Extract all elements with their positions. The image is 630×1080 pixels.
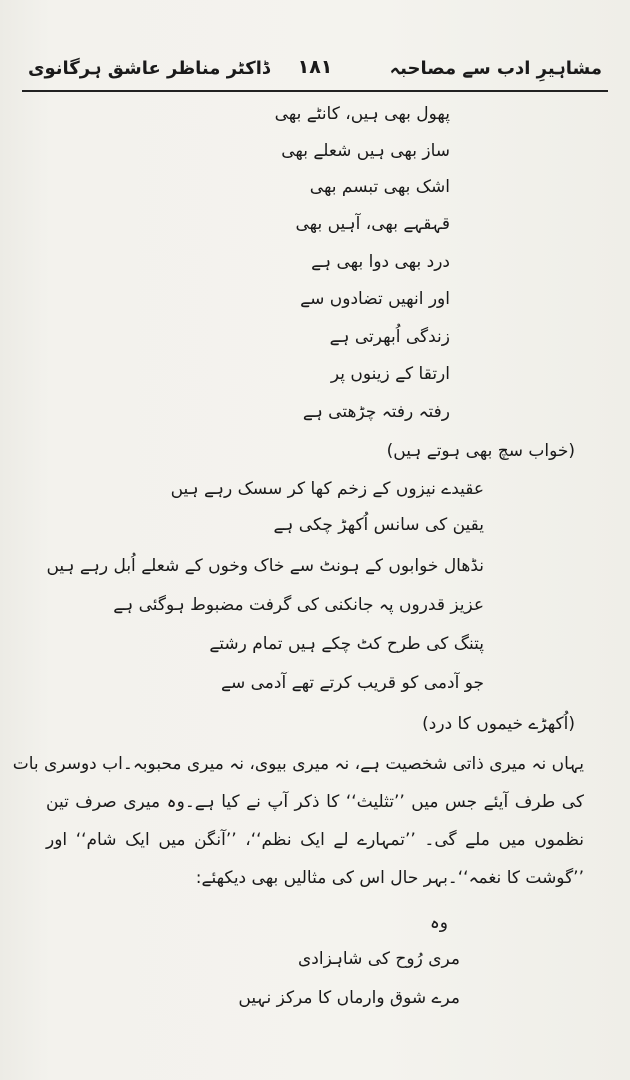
paragraph-line-2: کی طرف آیئے جس میں ’’تثلیث‘‘ کا ذکر آپ نے کیا ہے۔وہ میری صرف تین (46, 792, 584, 812)
poem2-line-6: جو آدمی کو قریب کرتے تھے آدمی سے (221, 673, 484, 693)
poem2-line-2: یقین کی سانس اُکھڑ چکی ہے (273, 515, 484, 535)
poem2-line-4: عزیز قدروں پہ جانکنی کی گرفت مضبوط ہوگئی ہے (113, 595, 484, 615)
paragraph-line-1: یہاں نہ میری ذاتی شخصیت ہے، نہ میری بیوی، نہ میری محبوبہ۔اب دوسری بات (12, 754, 584, 774)
poem1-line-8: ارتقا کے زینوں پر (330, 364, 450, 384)
poem3-line-1: مری رُوح کی شاہزادی (297, 949, 460, 969)
book-title: مشاہیرِ ادب سے مصاحبہ (389, 58, 602, 79)
poem1-line-4: قہقہے بھی، آہیں بھی (295, 214, 450, 234)
poem1-line-6: اور انھیں تضادوں سے (300, 289, 450, 309)
poem1-line-3: اشک بھی تبسم بھی (309, 177, 450, 197)
poem1-line-5: درد بھی دوا بھی ہے (311, 252, 450, 272)
page-number: ۱۸۱ (297, 56, 333, 78)
poem3-line-2: مرے شوق وارماں کا مرکز نہیں (238, 988, 460, 1008)
poem2-title: (اُکھڑے خیموں کا درد) (422, 714, 575, 734)
poem1-line-7: زندگی اُبھرتی ہے (329, 327, 450, 347)
poem3-title: وہ (429, 913, 448, 933)
poem2-line-5: پتنگ کی طرح کٹ چکے ہیں تمام رشتے (209, 634, 484, 654)
poem1-title: (خواب سچ بھی ہوتے ہیں) (386, 441, 575, 461)
poem2-line-1: عقیدے نیزوں کے زخم کھا کر سسک رہے ہیں (170, 479, 484, 499)
poem1-line-1: پھول بھی ہیں، کانٹے بھی (274, 104, 450, 124)
paragraph-line-3: نظموں میں ملے گی۔ ’’تمہارے لے ایک نظم‘‘، ’’آنگن میں ایک شام‘‘ اور (46, 830, 584, 850)
poem1-line-2: ساز بھی ہیں شعلے بھی (281, 141, 450, 161)
paragraph-line-4: ’’گوشت کا نغمہ‘‘۔بہر حال اس کی مثالیں بھی دیکھئے: (195, 868, 584, 888)
poem2-line-3: نڈھال خوابوں کے ہونٹ سے خاک وخوں کے شعلے اُبل رہے ہیں (46, 556, 484, 576)
poem1-line-9: رفتہ رفتہ چڑھتی ہے (302, 402, 450, 422)
author-name: ڈاکٹر مناظر عاشق ہرگانوی (28, 58, 270, 79)
